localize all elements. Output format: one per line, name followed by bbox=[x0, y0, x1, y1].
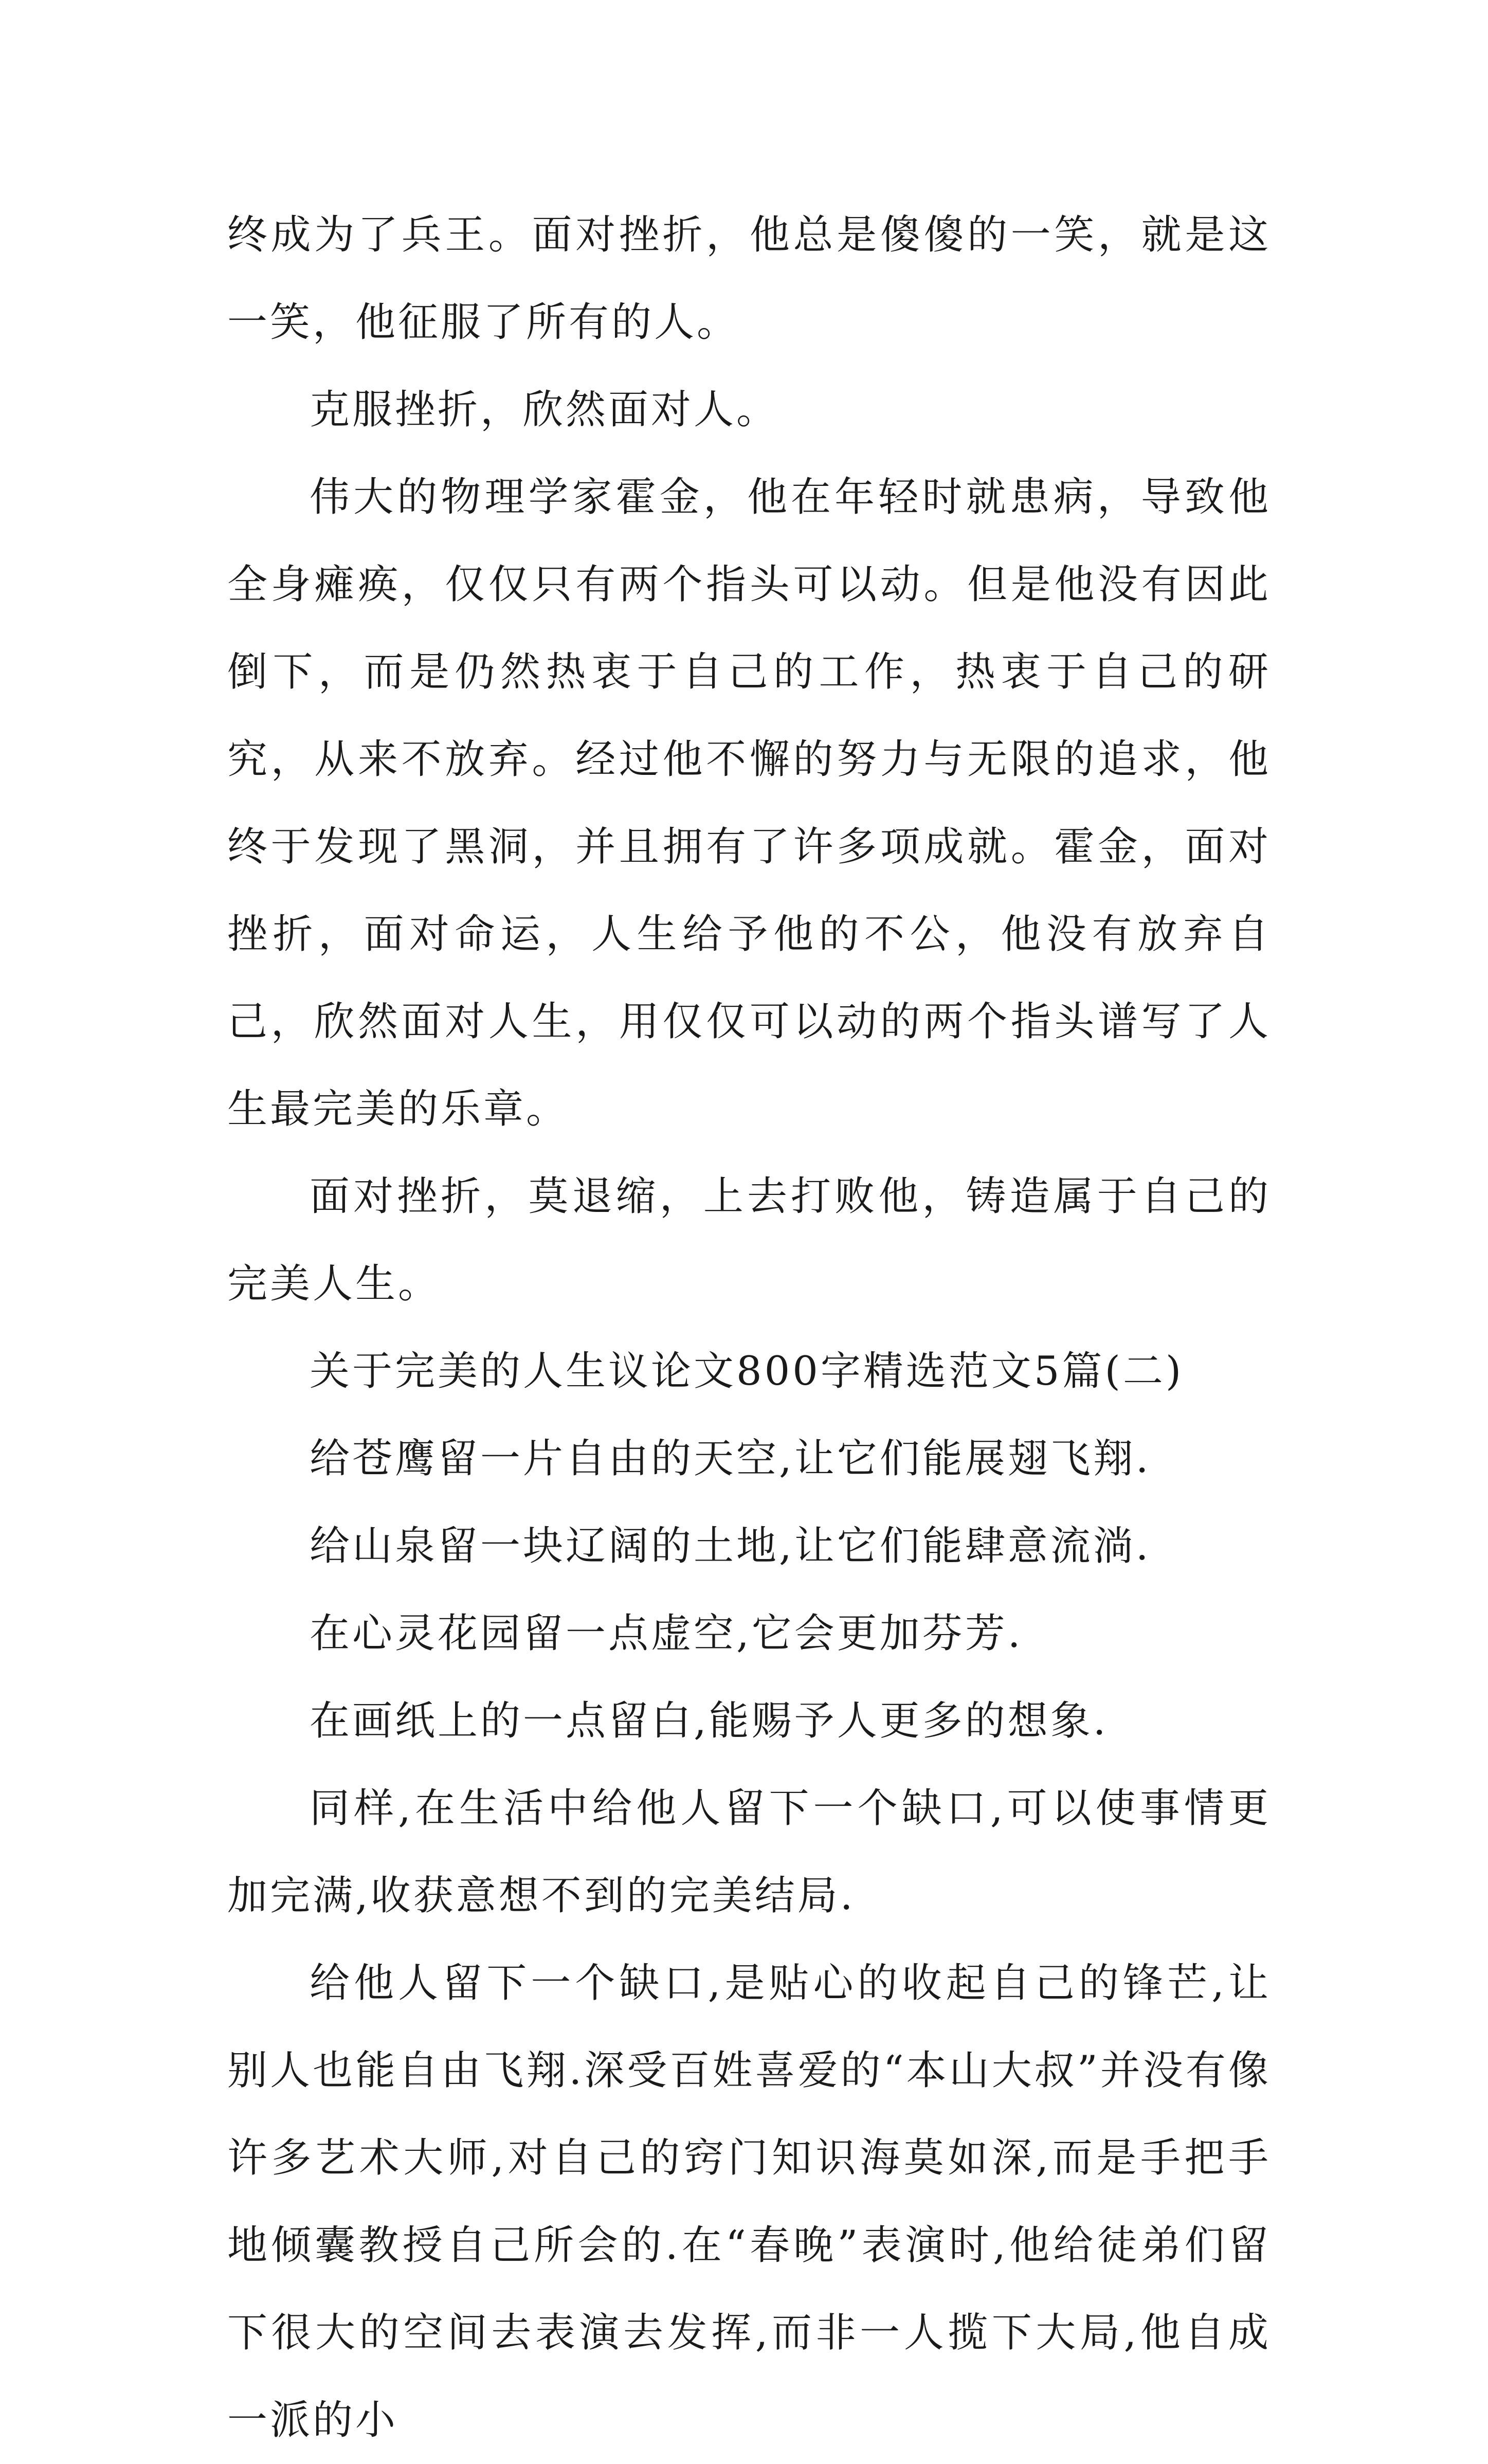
paragraph: 给山泉留一块辽阔的土地,让它们能肆意流淌. bbox=[310, 1523, 1151, 1569]
paragraph: 给他人留下一个缺口,是贴心的收起自己的锋芒,让别人也能自由飞翔.深受百姓喜爱的“本山大叔”并没有像许多艺术大师,对自己的窍门知识海莫如深,而是手把手地倾囊教授自己所会的.在“春晚”表演时,他给徒弟们留下很大的空间去表演去发挥,而非一人揽下大局,他自成一派的小 bbox=[227, 1960, 1271, 2443]
section-heading: 关于完美的人生议论文800字精选范文5篇(二) bbox=[310, 1348, 1184, 1394]
paragraph: 克服挫折，欣然面对人。 bbox=[310, 387, 779, 433]
document-body bbox=[227, 191, 1271, 2464]
paragraph: 伟大的物理学家霍金，他在年轻时就患病，导致他全身瘫痪，仅仅只有两个指头可以动。但是他没有因此倒下，而是仍然热衷于自己的工作，热衷于自己的研究，从来不放弃。经过他不懈的努力与无限的追求，他终于发现了黑洞，并且拥有了许多项成就。霍金，面对挫折，面对命运，人生给予他的不公，他没有放弃自己，欣然面对人生，用仅仅可以动的两个指头谱写了人生最完美的乐章。 bbox=[227, 474, 1271, 1132]
paragraph: 在画纸上的一点留白,能赐予人更多的想象. bbox=[310, 1698, 1109, 1744]
paragraph: 终成为了兵王。面对挫折，他总是傻傻的一笑，就是这一笑，他征服了所有的人。 bbox=[227, 212, 1271, 346]
paragraph: 面对挫折，莫退缩，上去打败他，铸造属于自己的完美人生。 bbox=[227, 1173, 1271, 1307]
paragraph: 同样,在生活中给他人留下一个缺口,可以使事情更加完满,收获意想不到的完美结局. bbox=[227, 1785, 1271, 1919]
paragraph: 在心灵花园留一点虚空,它会更加芬芳. bbox=[310, 1610, 1023, 1657]
paragraph: 给苍鹰留一片自由的天空,让它们能展翅飞翔. bbox=[310, 1436, 1151, 1482]
